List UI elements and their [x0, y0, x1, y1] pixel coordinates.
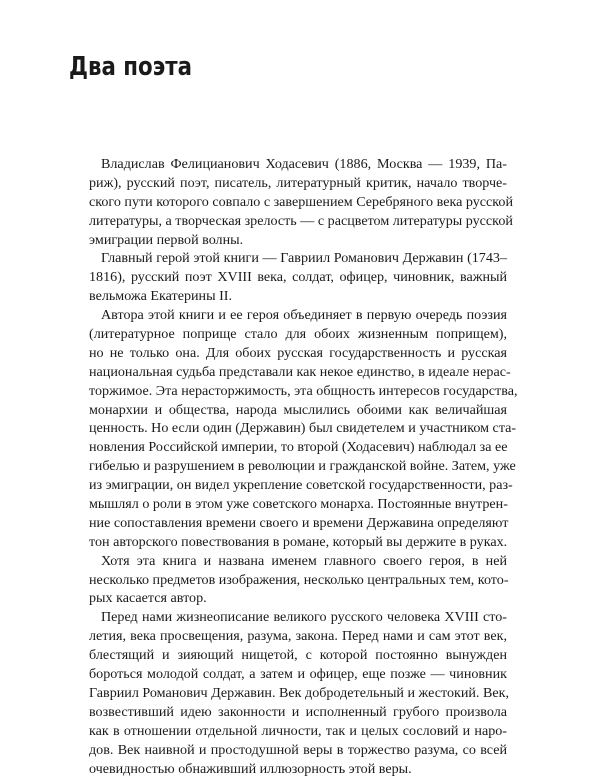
text-line: монархии и общества, народа мыслились обоими как величайшая [89, 401, 507, 420]
text-line: новления Российской империи, то второй (Ходасевич) наблюдал за ее [89, 438, 507, 457]
text-line: но не только она. Для обоих русская государственность и русская [89, 344, 507, 363]
paragraph-4 [89, 552, 507, 609]
text-line: блестящий и зияющий нищетой, с которой постоянно вынужден [89, 646, 507, 665]
text-line: как в отношении отдельной личности, так и целых сословий и наро- [89, 722, 507, 741]
text-line: вельможа Екатерины II. [89, 287, 507, 306]
chapter-title: Два поэта [69, 50, 192, 84]
text-line: рых касается автор. [89, 589, 507, 608]
text-line: тон авторского повествования в романе, который вы держите в руках. [89, 533, 507, 552]
text-line: очевидностью обнаживший иллюзорность этой веры. [89, 760, 507, 778]
paragraph-3 [89, 306, 507, 552]
text-line: ского пути которого совпало с завершением Серебряного века русской [89, 193, 507, 212]
text-line: из эмиграции, он видел укрепление советской государственности, раз- [89, 476, 507, 495]
text-line: Гавриил Романович Державин. Век добродетельный и жестокий. Век, [89, 684, 507, 703]
body-text [89, 155, 507, 778]
text-line: ние сопоставления времени своего и времени Державина определяют [89, 514, 507, 533]
text-line: риж), русский поэт, писатель, литературный критик, начало творче- [89, 174, 507, 193]
text-line: Перед нами жизнеописание великого русского человека XVIII сто- [89, 608, 507, 627]
text-line: Автора этой книги и ее героя объединяет в первую очередь поэзия [89, 306, 507, 325]
text-line: дов. Век наивной и простодушной веры в торжество разума, со всей [89, 741, 507, 760]
text-line: Хотя эта книга и названа именем главного своего героя, в ней [89, 552, 507, 571]
text-line: несколько предметов изображения, несколько центральных тем, кото- [89, 571, 507, 590]
text-line: торжимое. Эта нерасторжимость, эта общность интересов государства, [89, 382, 507, 401]
text-line: возвестивший идею законности и исполненный грубого произвола [89, 703, 507, 722]
paragraph-2 [89, 249, 507, 306]
text-line: мышлял о роли в этом уже советского монарха. Постоянные внутрен- [89, 495, 507, 514]
text-line: бороться молодой солдат, а затем и офицер, еще позже — чиновник [89, 665, 507, 684]
paragraph-1 [89, 155, 507, 249]
text-line: (литературное поприще стало для обоих жизненным поприщем), [89, 325, 507, 344]
text-line: литературы, а творческая зрелость — с расцветом литературы русской [89, 212, 507, 231]
text-line: 1816), русский поэт XVIII века, солдат, офицер, чиновник, важный [89, 268, 507, 287]
text-line: ценность. Но если один (Державин) был свидетелем и участником ста- [89, 419, 507, 438]
text-line: Главный герой этой книги — Гавриил Романович Державин (1743– [89, 249, 507, 268]
text-line: национальная судьба представали как некое единство, в идеале нерас- [89, 363, 507, 382]
text-line: эмиграции первой волны. [89, 231, 507, 250]
paragraph-5 [89, 608, 507, 778]
text-line: Владислав Фелицианович Ходасевич (1886, Москва — 1939, Па- [89, 155, 507, 174]
text-line: гибелью и разрушением в революции и гражданской войне. Затем, уже [89, 457, 507, 476]
text-line: летия, века просвещения, разума, закона. Перед нами и сам этот век, [89, 627, 507, 646]
